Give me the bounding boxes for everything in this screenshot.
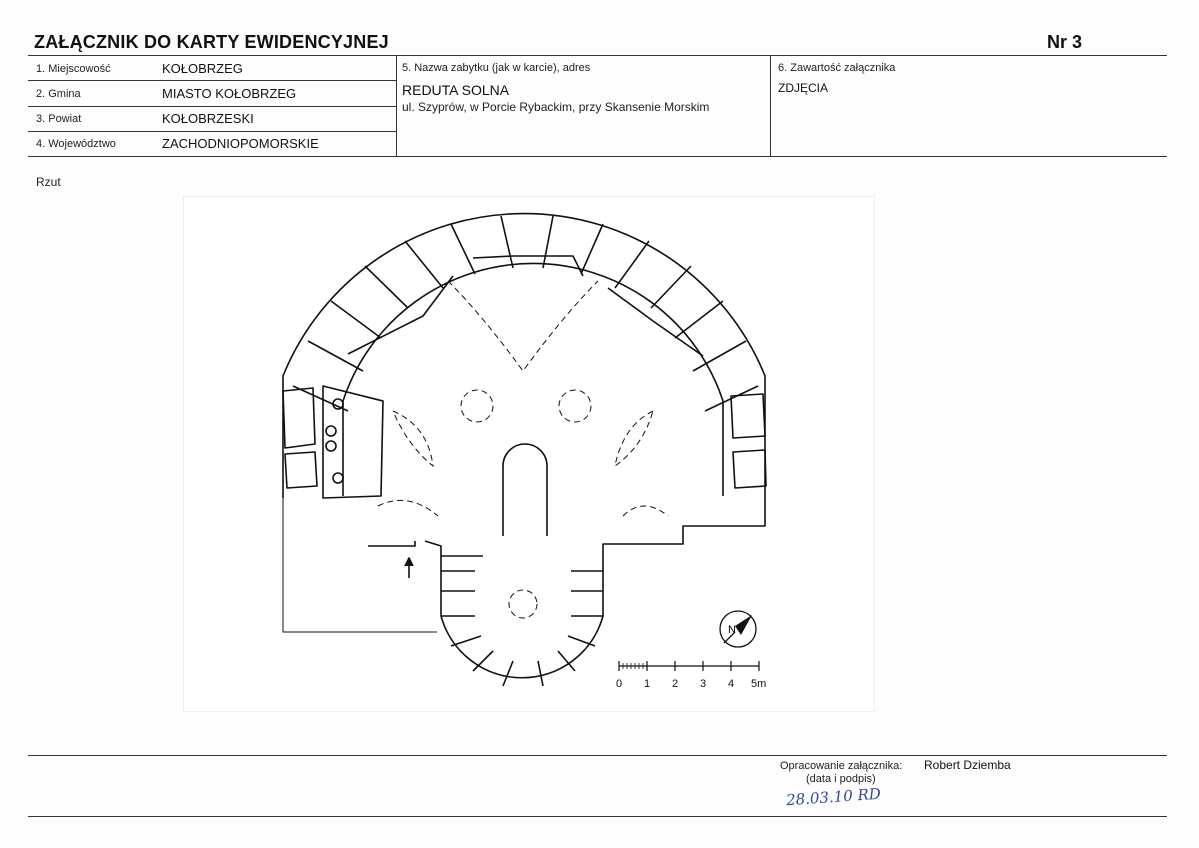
monument-address: ul. Szyprów, w Porcie Rybackim, przy Skansenie Morskim	[402, 100, 710, 114]
north-label: N	[728, 624, 736, 636]
handwritten-signature: 28.03.10 RD	[785, 784, 882, 810]
scale-label: 1	[644, 678, 651, 690]
scale-label: 5m	[751, 678, 767, 690]
scale-label: 3	[700, 678, 707, 690]
contents-label: 6. Zawartość załącznika	[778, 62, 896, 74]
table-column-divider	[396, 55, 397, 156]
table-top-border	[28, 55, 1167, 56]
field-label-wojewodztwo: 4. Województwo	[36, 138, 116, 150]
scale-label: 4	[728, 678, 735, 690]
scale-label: 2	[672, 678, 679, 690]
table-row-divider	[28, 131, 396, 132]
field-value-wojewodztwo: ZACHODNIOPOMORSKIE	[162, 136, 319, 151]
section-label: Rzut	[36, 175, 61, 189]
field-label-gmina: 2. Gmina	[36, 88, 81, 100]
date-signature-label: (data i podpis)	[806, 773, 876, 785]
author-name: Robert Dziemba	[924, 758, 1011, 772]
footer-bottom-line	[28, 816, 1167, 817]
monument-name: REDUTA SOLNA	[402, 82, 510, 98]
table-row-divider	[28, 80, 396, 81]
field-label-miejscowosc: 1. Miejscowość	[36, 63, 111, 75]
scale-label: 0	[616, 678, 623, 690]
floor-plan	[183, 196, 875, 712]
table-row-divider	[28, 106, 396, 107]
field-label-powiat: 3. Powiat	[36, 113, 82, 125]
document-title: ZAŁĄCZNIK DO KARTY EWIDENCYJNEJ	[34, 32, 389, 52]
field-value-miejscowosc: KOŁOBRZEG	[162, 61, 243, 76]
prepared-label: Opracowanie załącznika:	[780, 760, 903, 772]
table-column-divider	[770, 55, 771, 156]
field-value-gmina: MIASTO KOŁOBRZEG	[162, 86, 297, 101]
monument-label: 5. Nazwa zabytku (jak w karcie), adres	[402, 62, 591, 74]
contents-value: ZDJĘCIA	[778, 81, 829, 95]
document-number: Nr 3	[1047, 32, 1083, 52]
table-bottom-border	[28, 156, 1167, 157]
footer-top-line	[28, 755, 1167, 756]
field-value-powiat: KOŁOBRZESKI	[162, 111, 254, 126]
